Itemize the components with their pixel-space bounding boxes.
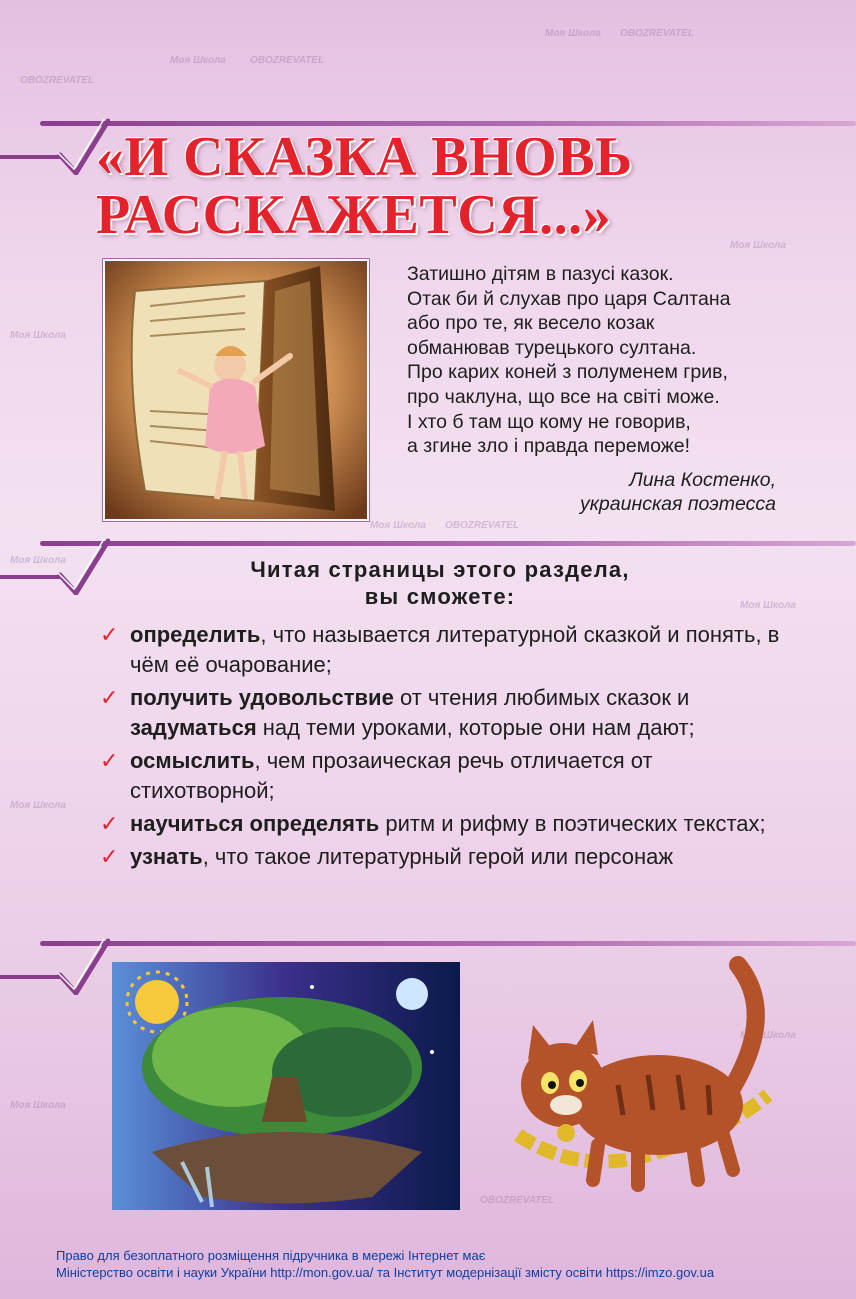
check-mark-icon bbox=[0, 935, 110, 995]
author-name: Лина Костенко, bbox=[629, 469, 776, 491]
objectives-heading bbox=[160, 556, 720, 610]
item-text: от чтения любимых сказок и bbox=[393, 685, 690, 710]
poem-line: Про карих коней з полуменем грив, bbox=[407, 361, 728, 384]
footer-line-2: Міністерство освіти і науки України http://mon.gov.ua/ та Інститут модернізації змісту освіти https://imzo.gov.ua bbox=[56, 1265, 715, 1280]
poem-line: або про те, як весело козак bbox=[407, 312, 655, 335]
watermark: Моя Школа bbox=[10, 800, 66, 811]
objectives-heading-line-1: Читая страницы этого раздела, bbox=[250, 557, 630, 582]
divider-line bbox=[40, 541, 856, 546]
list-item bbox=[100, 746, 800, 806]
list-item bbox=[100, 842, 800, 872]
poem bbox=[407, 262, 807, 459]
check-mark-icon: ✓ bbox=[100, 748, 119, 773]
item-keyword: научиться определять bbox=[130, 811, 380, 836]
item-keyword: узнать bbox=[130, 844, 203, 869]
learned-cat-illustration bbox=[498, 955, 788, 1245]
watermark: Моя Школа bbox=[730, 240, 786, 251]
watermark: Моя Школа bbox=[545, 28, 601, 39]
poem-line: обманював турецького султана. bbox=[407, 336, 697, 359]
watermark: Моя Школа bbox=[740, 600, 796, 611]
watermark: OBOZREVATEL bbox=[480, 1195, 555, 1206]
item-text: над теми уроками, которые они нам дают; bbox=[256, 715, 695, 740]
divider-line bbox=[40, 941, 856, 946]
poem-line: про чаклуна, що все на світі може. bbox=[407, 385, 720, 408]
fairy-book-illustration bbox=[103, 259, 369, 521]
page-title bbox=[96, 128, 796, 244]
poem-line: І хто б там що кому не говорив, bbox=[407, 410, 691, 433]
check-mark-icon bbox=[0, 535, 110, 595]
objectives-heading-line-2: вы сможете: bbox=[364, 584, 516, 609]
item-keyword: определить bbox=[130, 622, 261, 647]
title-line-2: РАССКАЖЕТСЯ...» bbox=[96, 184, 612, 246]
list-item bbox=[100, 809, 800, 839]
check-mark-icon: ✓ bbox=[100, 811, 119, 836]
watermark: Моя Школа bbox=[740, 1030, 796, 1041]
fairy-tree-illustration bbox=[112, 962, 460, 1210]
poem-line: а згине зло і правда переможе! bbox=[407, 435, 691, 458]
watermark: OBOZREVATEL bbox=[250, 55, 325, 66]
watermark: Моя Школа bbox=[170, 55, 226, 66]
watermark: Моя Школа bbox=[10, 1100, 66, 1111]
title-line-1: «И СКАЗКА ВНОВЬ bbox=[96, 126, 633, 188]
check-mark-icon bbox=[0, 115, 110, 175]
item-text: , что такое литературный герой или персонаж bbox=[202, 844, 674, 869]
item-text: , что называется литературной сказкой и понять, в чём её очарование; bbox=[130, 622, 780, 677]
check-mark-icon: ✓ bbox=[100, 622, 119, 647]
list-item bbox=[100, 620, 800, 680]
objectives-list bbox=[100, 620, 800, 875]
watermark: OBOZREVATEL bbox=[20, 75, 95, 86]
footer-license bbox=[56, 1247, 846, 1281]
poem-author bbox=[580, 468, 776, 516]
poem-line: Затишно дітям в пазусі казок. bbox=[407, 263, 674, 285]
watermark: Моя Школа bbox=[370, 520, 426, 531]
watermark: Моя Школа bbox=[10, 330, 66, 341]
item-text: , чем прозаическая речь отличается от стихотворной; bbox=[130, 748, 653, 803]
watermark: OBOZREVATEL bbox=[445, 520, 520, 531]
footer-line-1: Право для безоплатного розміщення підручника в мережі Інтернет має bbox=[56, 1248, 486, 1263]
poem-line: Отак би й слухав про царя Салтана bbox=[407, 287, 731, 310]
check-mark-icon: ✓ bbox=[100, 685, 119, 710]
item-keyword: осмыслить bbox=[130, 748, 255, 773]
watermark: Моя Школа bbox=[10, 555, 66, 566]
item-text: ритм и рифму в поэтических текстах; bbox=[379, 811, 766, 836]
list-item bbox=[100, 683, 800, 743]
author-role: украинская поэтесса bbox=[579, 493, 776, 515]
watermark: OBOZREVATEL bbox=[620, 28, 695, 39]
item-keyword: получить удовольствие bbox=[130, 685, 394, 710]
item-keyword: задуматься bbox=[130, 715, 257, 740]
check-mark-icon: ✓ bbox=[100, 844, 119, 869]
